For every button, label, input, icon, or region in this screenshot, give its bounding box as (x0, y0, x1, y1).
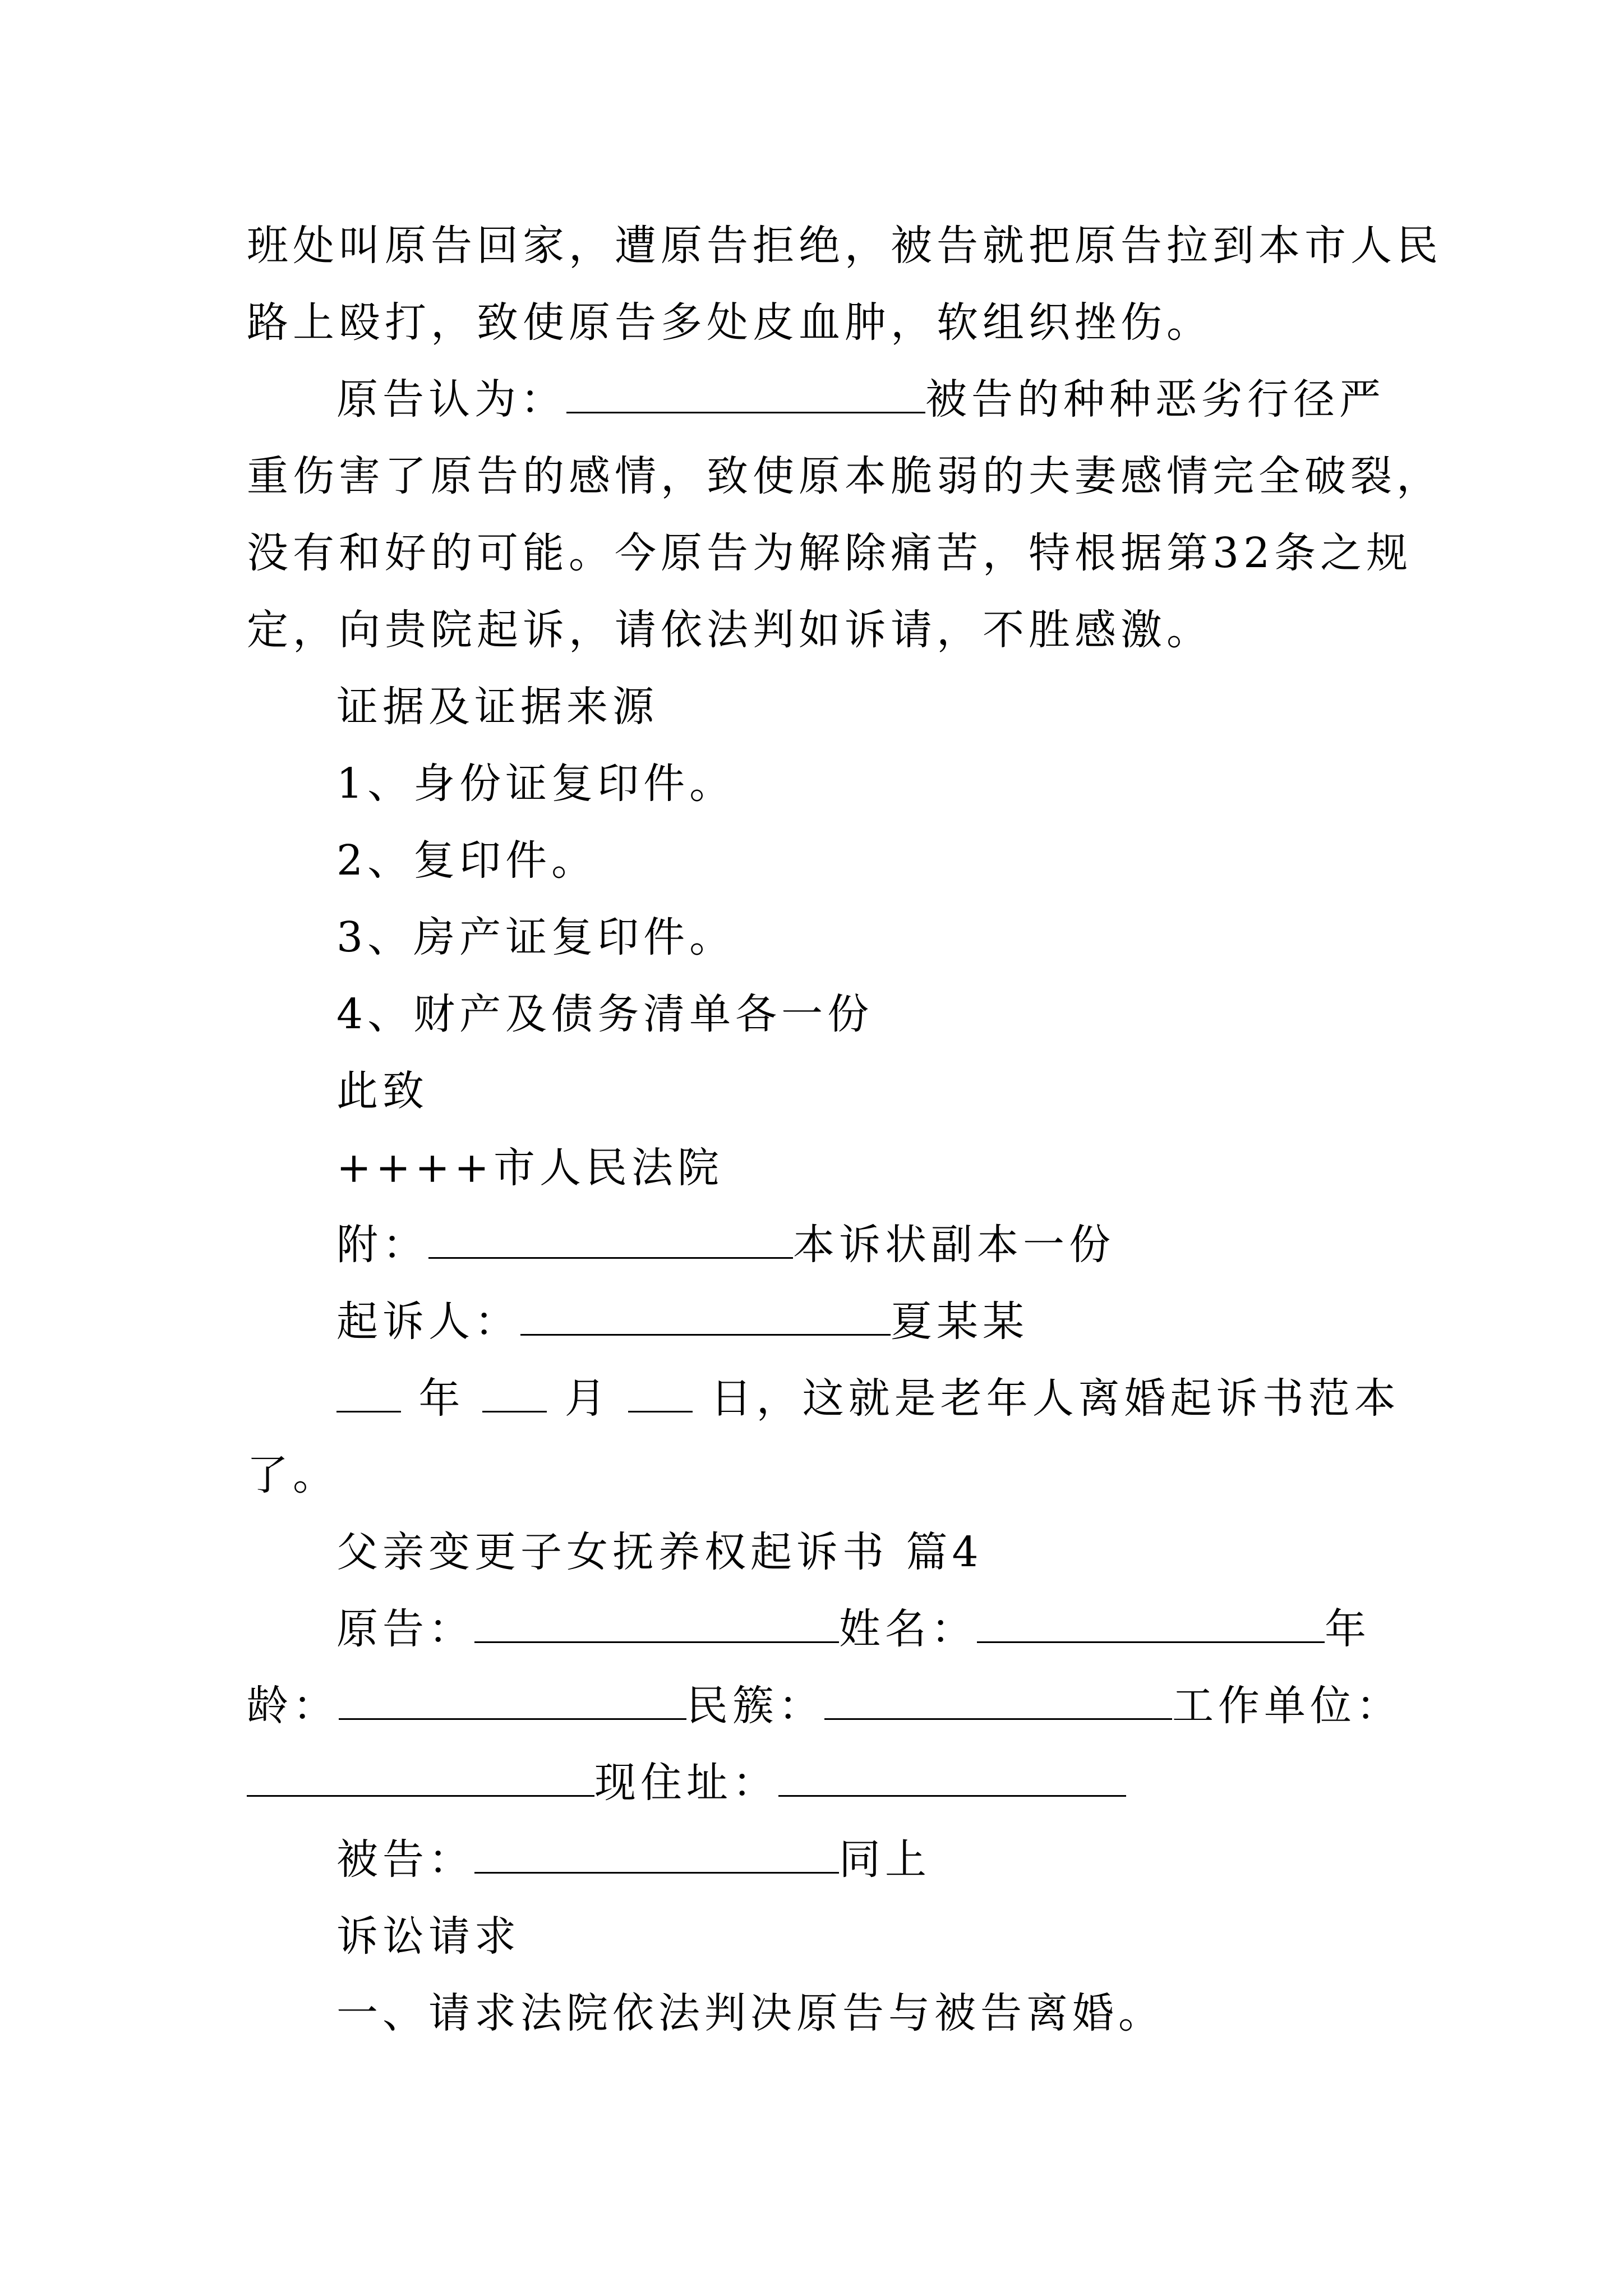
day-blank (628, 1374, 693, 1412)
text: 没有和好的可能。今原告为解除痛苦，特根据第32条之规 (247, 529, 1413, 577)
text: 一、请求法院依法判决原告与被告离婚。 (336, 1989, 1164, 2037)
paragraph-line (247, 1442, 339, 1509)
month-blank (482, 1374, 547, 1412)
text: 姓名： (839, 1605, 977, 1653)
text: 1、身份证复印件。 (336, 760, 736, 808)
date-line (336, 1365, 1400, 1432)
text: 父亲变更子女抚养权起诉书 篇4 (336, 1528, 983, 1576)
text: 被告： (336, 1835, 474, 1884)
fill-blank (339, 1681, 686, 1720)
fill-blank (474, 1604, 839, 1643)
paragraph-line (247, 289, 1212, 356)
text: 班处叫原告回家，遭原告拒绝，被告就把原告拉到本市人民 (247, 222, 1442, 270)
text: 年 (418, 1374, 465, 1423)
paragraph-line (247, 212, 1442, 279)
text: 了。 (247, 1451, 339, 1499)
text: 定，向贵院起诉，请依法判如诉请，不胜感激。 (247, 606, 1212, 654)
fill-blank (520, 1297, 891, 1336)
text: 夏某某 (891, 1297, 1029, 1346)
fill-blank (566, 375, 925, 413)
text: 路上殴打，致使原告多处皮血肿，软组织挫伤。 (247, 298, 1212, 347)
section-heading (336, 673, 658, 740)
text: 同上 (839, 1835, 931, 1884)
defendant-line (336, 1826, 931, 1893)
plaintiff-opinion-line (336, 366, 1385, 433)
text: 3、房产证复印件。 (336, 913, 736, 961)
year-blank (336, 1374, 401, 1412)
plaintiff-info-line (247, 1749, 1126, 1816)
text: 4、财产及债务清单各一份 (336, 990, 874, 1038)
section-heading (336, 1903, 520, 1970)
paragraph-line (247, 596, 1212, 664)
text: 月 (564, 1374, 611, 1423)
list-item (336, 827, 597, 894)
section-title (336, 1519, 983, 1586)
fill-blank (428, 1220, 793, 1259)
plaintiff-info-line (336, 1595, 1371, 1663)
fill-blank (247, 1758, 594, 1797)
text: 工作单位： (1172, 1682, 1402, 1730)
list-item (336, 904, 735, 971)
text: 附： (336, 1221, 428, 1269)
text: 民簇： (686, 1682, 824, 1730)
text: 现住址： (594, 1759, 778, 1807)
text: 此致 (336, 1067, 428, 1115)
text: 2、复印件。 (336, 836, 598, 885)
text: 原告认为： (336, 375, 566, 424)
salutation (336, 1057, 428, 1125)
fill-blank (977, 1604, 1325, 1643)
text: 证据及证据来源 (336, 683, 658, 731)
paragraph-line (247, 519, 1412, 587)
fill-blank (474, 1835, 839, 1874)
paragraph-line (247, 443, 1442, 510)
text: 起诉人： (336, 1297, 520, 1346)
list-item (336, 981, 873, 1048)
text: 诉讼请求 (336, 1912, 520, 1961)
text: 被告的种种恶劣行径严 (925, 375, 1385, 424)
text: ++++市人民法院 (336, 1144, 724, 1192)
text: 年 (1325, 1605, 1371, 1653)
text: 日，这就是老年人离婚起诉书范本 (710, 1374, 1400, 1423)
attachment-line (336, 1211, 1115, 1278)
paragraph-line (336, 1980, 1164, 2047)
text: 龄： (247, 1682, 339, 1730)
plaintiff-info-line (247, 1672, 1402, 1740)
plaintiff-signature-line (336, 1288, 1029, 1355)
text: 本诉状副本一份 (793, 1221, 1115, 1269)
court-name (336, 1134, 723, 1202)
list-item (336, 750, 735, 817)
fill-blank (824, 1681, 1172, 1720)
text: 原告： (336, 1605, 474, 1653)
text: 重伤害了原告的感情，致使原本脆弱的夫妻感情完全破裂， (247, 452, 1442, 500)
fill-blank (778, 1758, 1126, 1797)
